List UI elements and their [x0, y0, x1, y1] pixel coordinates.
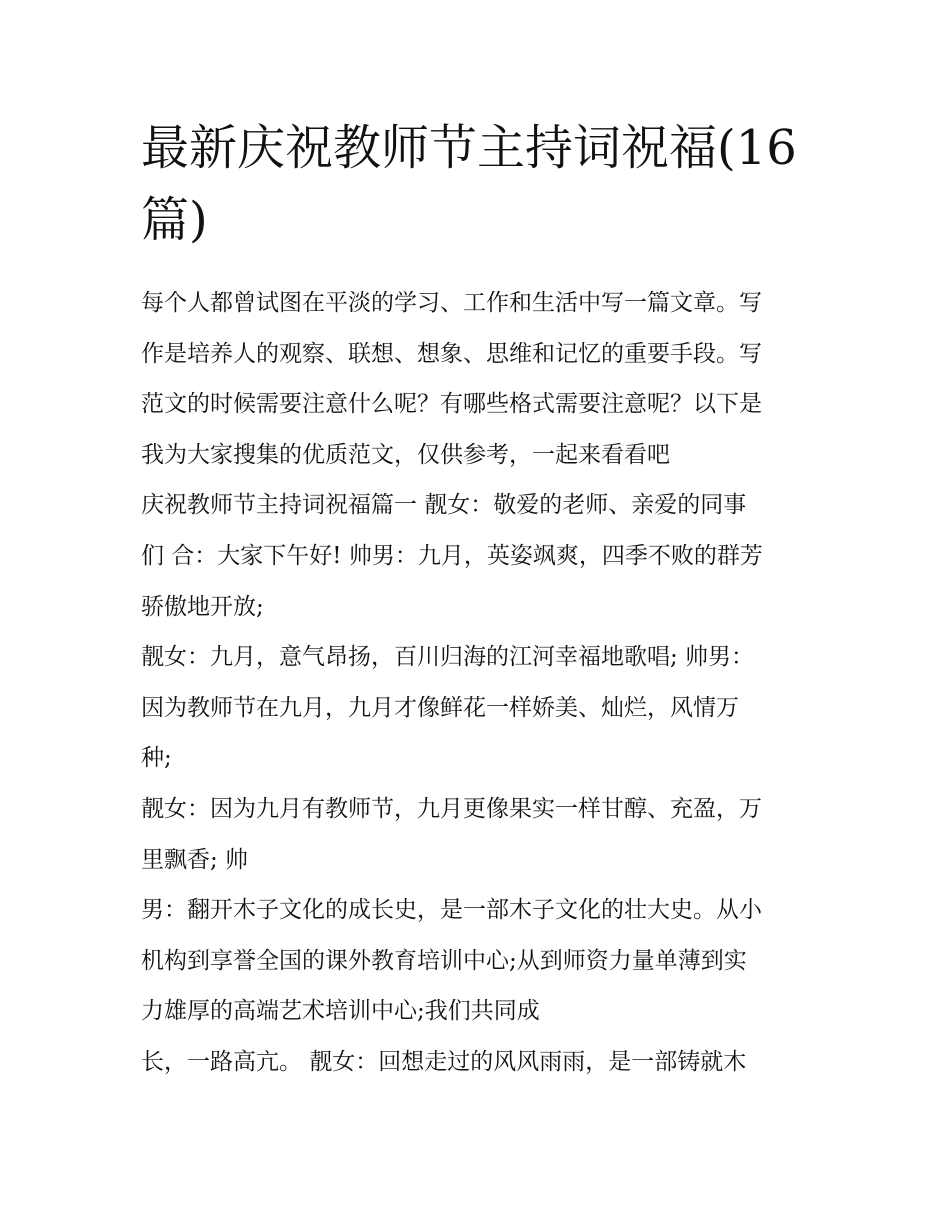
text-line: 靓女：因为九月有教师节，九月更像果实一样甘醇、充盈，万	[141, 795, 762, 822]
title-line: 篇)	[141, 192, 208, 248]
text-line: 作是培养人的观察、联想、想象、思维和记忆的重要手段。写	[141, 340, 762, 367]
text-line: 力雄厚的高端艺术培训中心;我们共同成	[141, 998, 540, 1025]
text-line: 里飘香; 帅	[141, 846, 249, 873]
document-content	[141, 112, 813, 1088]
document-body	[141, 278, 813, 1088]
text-line: 庆祝教师节主持词祝福篇一 靓女：敬爱的老师、亲爱的同事	[141, 492, 747, 519]
text-line: 种;	[141, 745, 172, 772]
title-line: 最新庆祝教师节主持词祝福(16	[141, 120, 797, 176]
document-title	[141, 112, 813, 256]
text-line: 机构到享誉全国的课外教育培训中心;从到师资力量单薄到实	[141, 947, 747, 974]
text-line: 靓女：九月，意气昂扬，百川归海的江河幸福地歌唱; 帅男：	[141, 644, 755, 671]
text-line: 骄傲地开放;	[141, 593, 264, 620]
text-line: 们 合：大家下午好! 帅男：九月，英姿飒爽，四季不败的群芳	[141, 542, 763, 569]
text-line: 范文的时候需要注意什么呢？有哪些格式需要注意呢？以下是	[141, 391, 762, 418]
text-line: 每个人都曾试图在平淡的学习、工作和生活中写一篇文章。写	[141, 290, 762, 316]
text-line: 因为教师节在九月，九月才像鲜花一样娇美、灿烂，风情万	[141, 694, 739, 721]
text-line: 我为大家搜集的优质范文，仅供参考，一起来看看吧	[141, 441, 670, 468]
text-line: 男：翻开木子文化的成长史，是一部木子文化的壮大史。从小	[141, 897, 762, 924]
text-line: 长，一路高亢。 靓女：回想走过的风风雨雨，是一部铸就木	[141, 1048, 747, 1075]
